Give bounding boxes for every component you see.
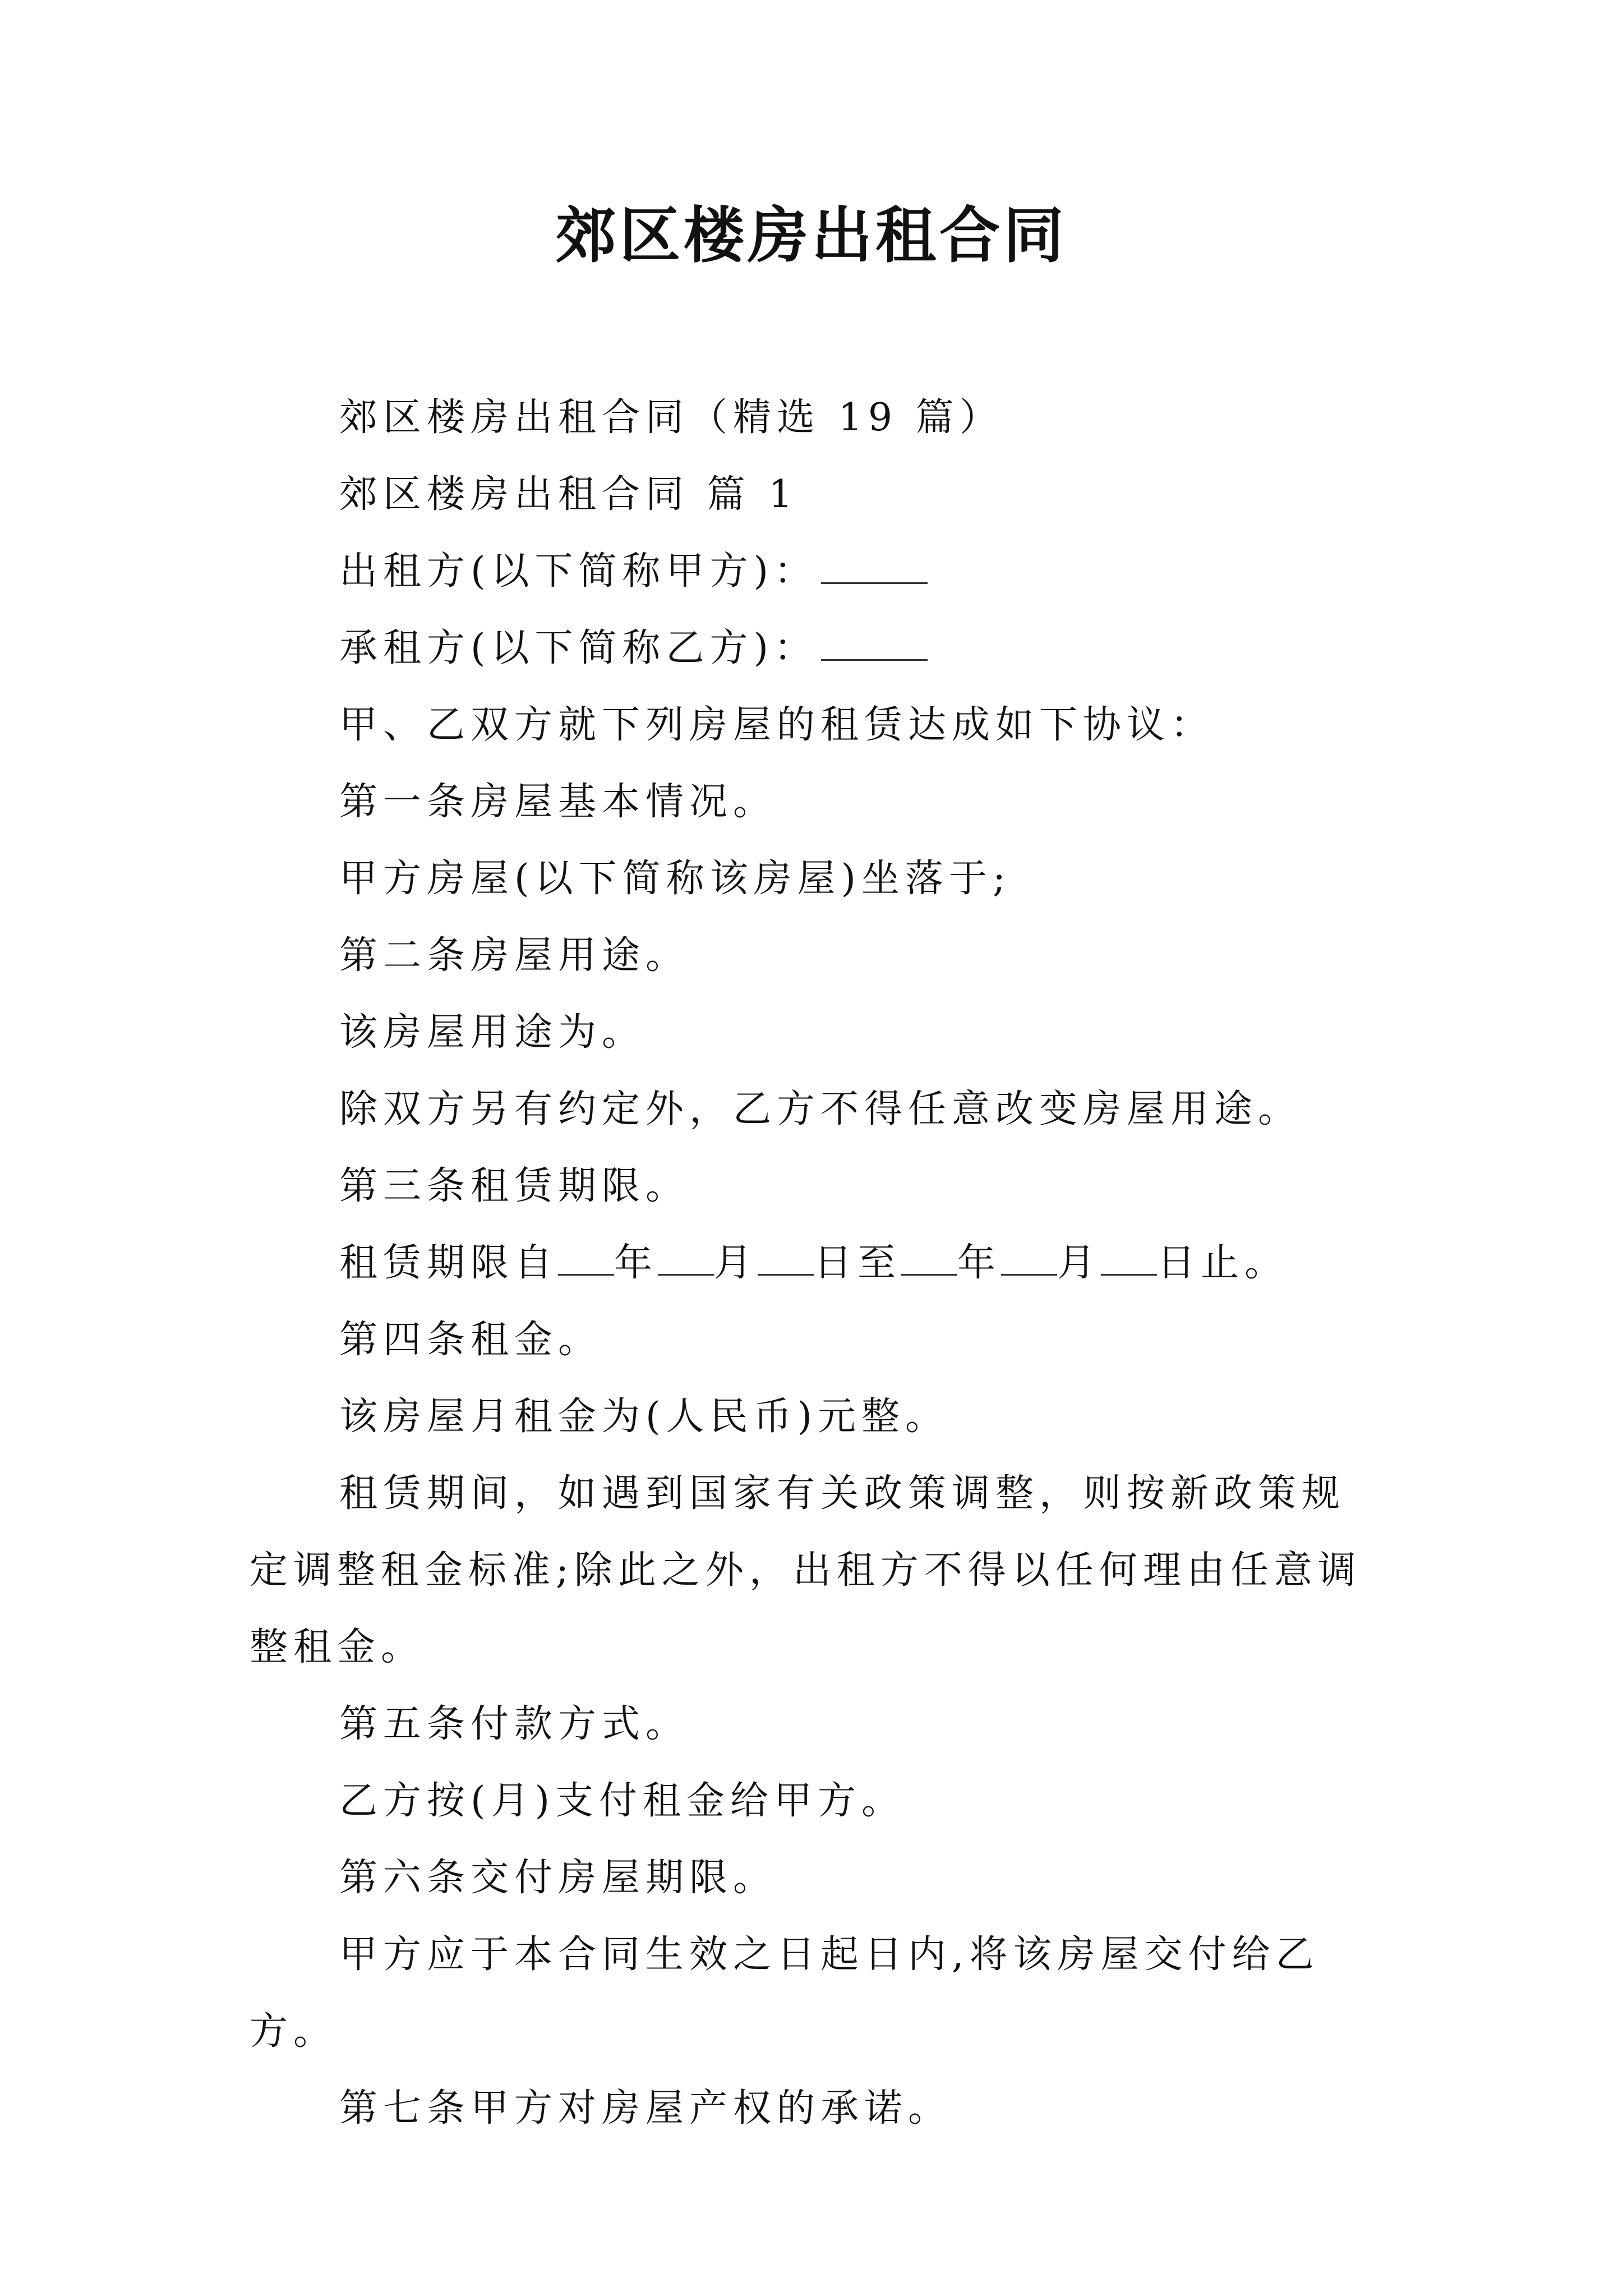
paragraph: 第三条租赁期限。 xyxy=(339,1164,690,1208)
paragraph-subtitle: 郊区楼房出租合同（精选 19 篇） xyxy=(339,395,1003,440)
term-blank xyxy=(901,1240,957,1276)
term-blank xyxy=(758,1240,814,1276)
lessee-blank xyxy=(821,625,928,661)
term-month-1: 月 xyxy=(714,1241,758,1285)
paragraph: 甲方应于本合同生效之日起日内,将该房屋交付给乙方。 xyxy=(250,1932,1320,2054)
paragraph: 乙方按(月)支付租金给甲方。 xyxy=(339,1779,906,1823)
paragraph-lease-term xyxy=(250,1225,1388,1301)
paragraph: 甲方房屋(以下简称该房屋)坐落于; xyxy=(339,857,1011,901)
term-year-1: 年 xyxy=(614,1241,658,1285)
paragraph: 除双方另有约定外，乙方不得任意改变房屋用途。 xyxy=(339,1087,1302,1131)
paragraph: 第一条房屋基本情况。 xyxy=(339,780,777,824)
lessor-blank xyxy=(821,549,928,584)
term-blank xyxy=(558,1240,614,1276)
term-day-2: 日止。 xyxy=(1157,1241,1289,1285)
paragraph: 第六条交付房屋期限。 xyxy=(339,1856,777,1900)
paragraph: 第二条房屋用途。 xyxy=(339,933,690,978)
paragraph: 该房屋月租金为(人民币)元整。 xyxy=(339,1395,949,1439)
term-blank xyxy=(1101,1240,1157,1276)
paragraph: 甲、乙双方就下列房屋的租赁达成如下协议： xyxy=(339,703,1215,747)
paragraph: 该房屋用途为。 xyxy=(339,1010,646,1055)
page-title: 郊区楼房出租合同 xyxy=(555,200,1067,271)
document-body xyxy=(250,379,1388,2147)
term-day-1: 日至 xyxy=(814,1241,902,1285)
paragraph: 租赁期间，如遇到国家有关政策调整，则按新政策规定调整租金标准;除此之外，出租方不得以任何理由任意调整租金。 xyxy=(250,1471,1362,1669)
term-year-2: 年 xyxy=(957,1241,1002,1285)
paragraph-section-heading: 郊区楼房出租合同 篇 1 xyxy=(339,472,799,517)
paragraph: 第五条付款方式。 xyxy=(339,1702,690,1746)
paragraph-lessee xyxy=(250,610,1388,687)
lessor-label: 出租方(以下简称甲方)： xyxy=(339,549,818,593)
paragraph-lessor xyxy=(250,533,1388,610)
term-prefix: 租赁期限自 xyxy=(339,1241,559,1285)
term-blank xyxy=(1001,1240,1057,1276)
paragraph: 第七条甲方对房屋产权的承诺。 xyxy=(339,2086,952,2131)
term-blank xyxy=(658,1240,714,1276)
paragraph: 第四条租金。 xyxy=(339,1318,602,1362)
lessee-label: 承租方(以下简称乙方)： xyxy=(339,626,818,670)
term-month-2: 月 xyxy=(1057,1241,1101,1285)
